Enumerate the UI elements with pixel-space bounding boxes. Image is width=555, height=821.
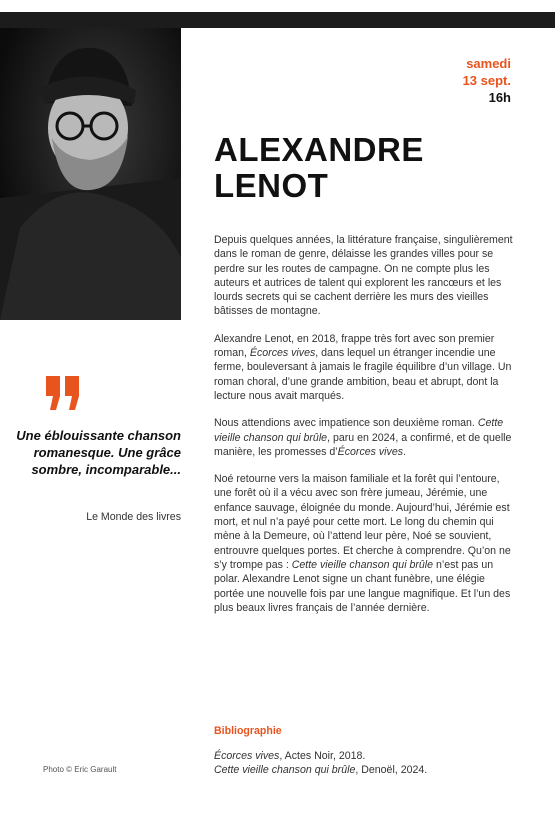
paragraph-text: . — [403, 445, 406, 458]
bibliography-list — [214, 749, 427, 778]
author-portrait-illustration — [0, 28, 181, 320]
paragraph-text: , paru en 2024, a confirmé, et de quelle manière, les promesses d’ — [214, 431, 512, 458]
bibliography-item — [214, 749, 427, 763]
paragraph-text: Alexandre Lenot, en 2018, frappe très fort avec son premier roman, — [214, 332, 495, 360]
book-title: Cette vieille chanson qui brûle — [291, 558, 434, 571]
book-title: Écorces vives — [337, 445, 404, 458]
paragraph-text: Noé retourne vers la maison familiale et la forêt qui l’entoure, une forêt où il a vécu avec son frère jumeau, Jérémie, une enfance sauvage, éloignée du monde. Aujourd’hui, Jérémie est mort, et nul n’a payé pour cette mort. Le long du chemin qui mène à la Demeure, où l’attend leur père, Noé se souvient, entrouvre quelques portes. Et cherche à comprendre. Qu’on ne s’y trompe pas : — [214, 473, 511, 571]
author-last-name: LENOT — [214, 167, 329, 204]
book-title: Cette vieille chanson qui brûle — [214, 417, 504, 444]
book-title: Écorces vives — [249, 347, 316, 360]
bibliography-title: Écorces vives — [214, 750, 280, 762]
author-first-name: ALEXANDRE — [214, 131, 424, 168]
bibliography-details: , Denoël, 2024. — [355, 764, 428, 777]
author-name — [214, 132, 424, 204]
pull-quote: Une éblouissante chanson romanesque. Une grâce sombre, incomparable... — [16, 428, 181, 477]
top-strip — [0, 12, 555, 28]
bibliography-title: Cette vieille chanson qui brûle — [214, 764, 356, 777]
quote-mark-icon — [44, 374, 82, 412]
paragraph-text: n’est pas un polar. Alexandre Lenot signe un chant funèbre, une élégie portée une nouvelle fois par une langue magnifique. Et l’un des plus beaux livres français de l’année dernière. — [214, 558, 511, 614]
photo-credit: Photo © Eric Garault — [43, 765, 117, 774]
event-day: samedi — [466, 56, 511, 71]
paragraph-text: Depuis quelques années, la littérature française, singulièrement dans le roman de genre, délaisse les grandes villes pour se perdre sur les routes de campagne. On ne compte plus les auteurs et autrices de talent qui explorent les rancœurs et les lourds secrets qui se cachent derrière les murs des vieilles bâtisses de montagne. — [214, 234, 513, 318]
body-paragraph — [214, 472, 514, 615]
body-paragraph — [214, 416, 514, 459]
bibliography-item — [214, 763, 427, 777]
article-body — [214, 233, 514, 628]
paragraph-text: Nous attendions avec impatience son deuxième roman. — [214, 417, 478, 430]
paragraph-text: , dans lequel un étranger incendie une ferme, bouleversant à jamais le fragile équilibre d’un village. Un roman choral, d’une grande ambition, beau et abrupt, dont la lecture nous avait marqués. — [214, 347, 512, 402]
bibliography-heading: Bibliographie — [214, 725, 282, 737]
body-paragraph — [214, 332, 514, 403]
event-date-text: 13 sept. — [462, 73, 511, 88]
bibliography-details: , Actes Noir, 2018. — [279, 750, 366, 762]
body-paragraph — [214, 233, 514, 319]
top-bar — [0, 0, 555, 28]
event-time: 16h — [488, 90, 511, 105]
event-date — [463, 55, 511, 106]
quote-source: Le Monde des livres — [86, 511, 181, 523]
author-photo — [0, 28, 181, 320]
